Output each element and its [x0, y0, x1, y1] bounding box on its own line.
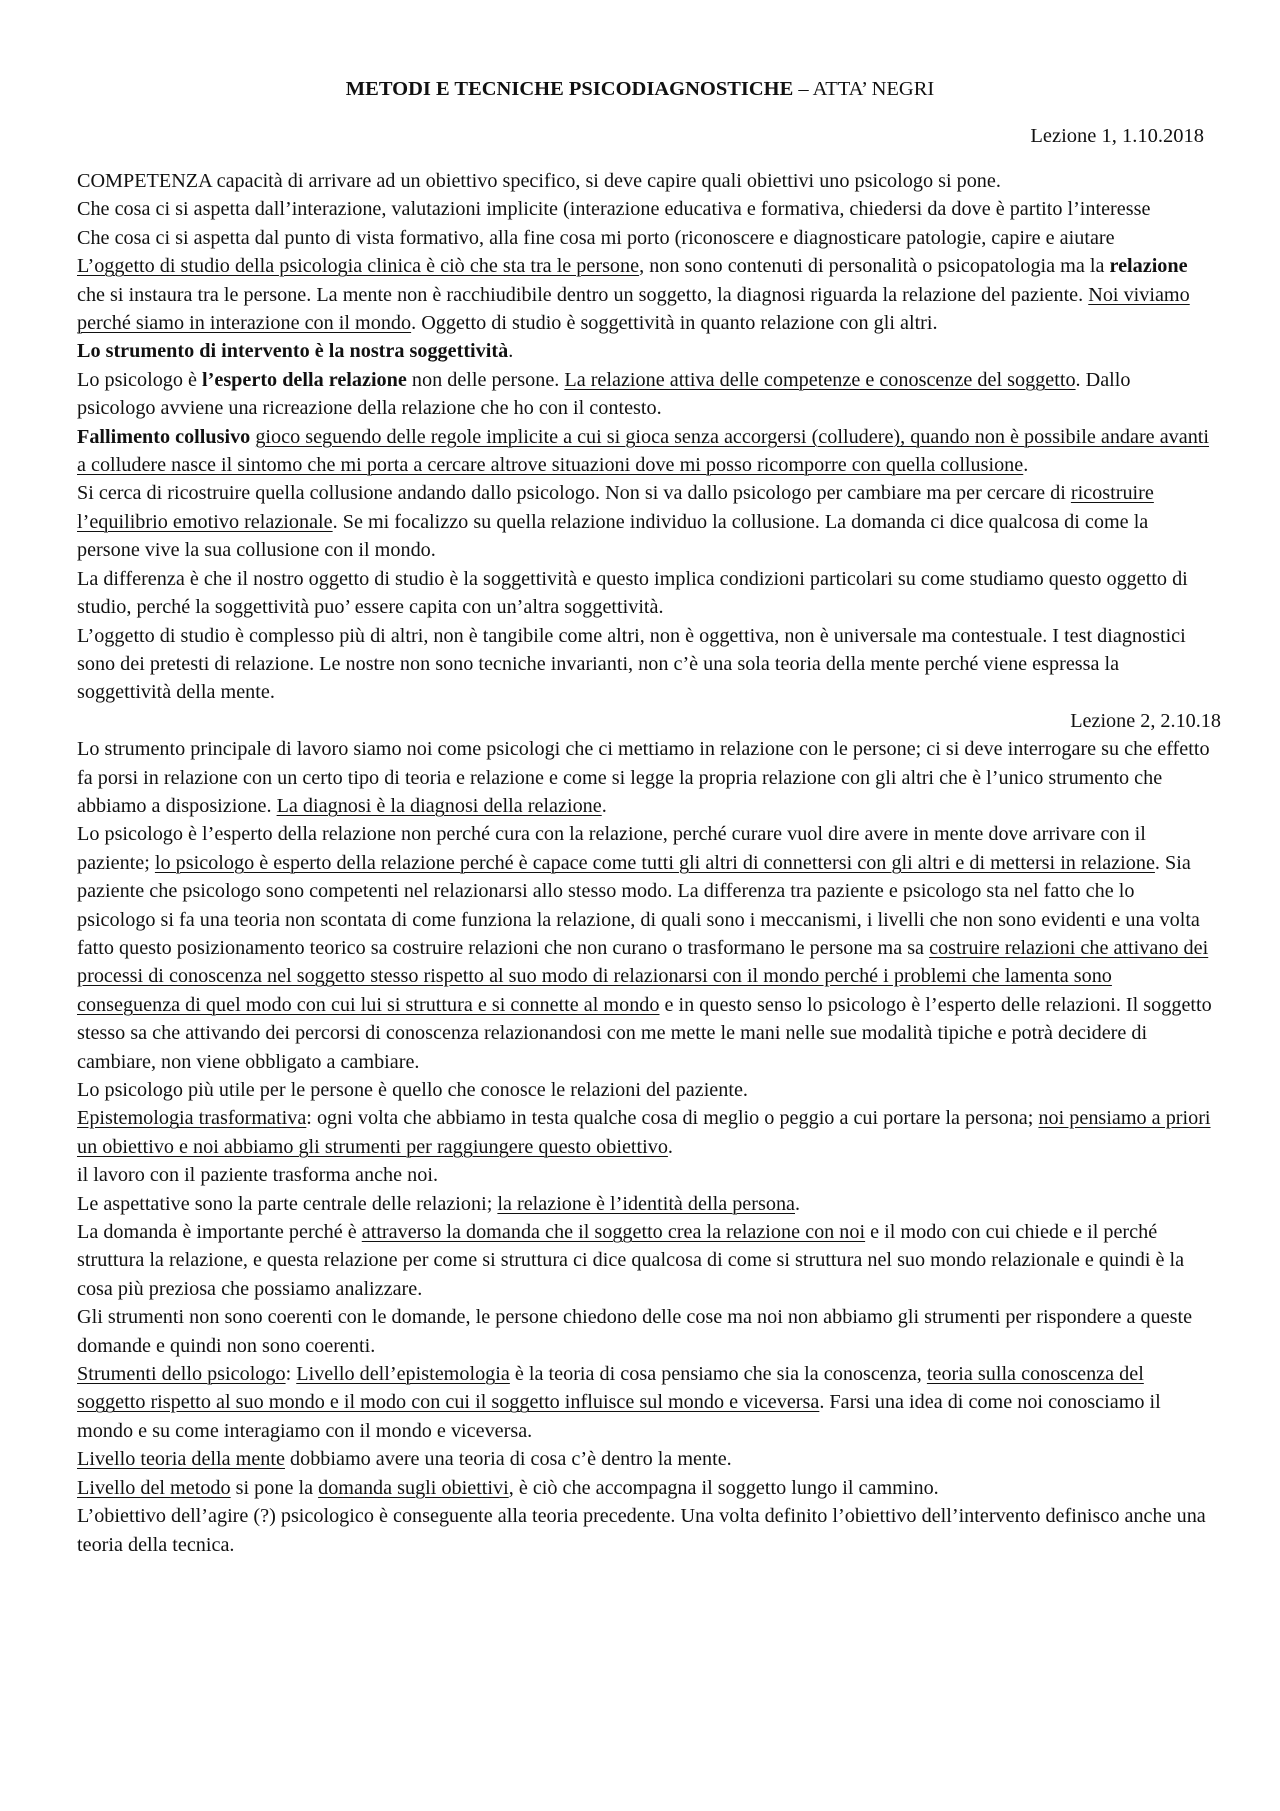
text-run: . Oggetto di studio è soggettività in quanto relazione con gli altri.	[411, 312, 938, 335]
underlined-text: L’oggetto di studio della psicologia clinica è ciò che sta tra le persone	[77, 255, 640, 278]
underlined-text: Livello dell’epistemologia	[296, 1363, 510, 1386]
underlined-text: la relazione è l’identità della persona	[497, 1192, 795, 1215]
lesson1-paragraph: La differenza è che il nostro oggetto di studio è la soggettività e questo implica condizioni particolari su come studiamo questo oggetto di studio, perché la soggettività puo’ essere capita con un’altra soggettività.	[77, 567, 1188, 619]
text-run: è la teoria di cosa pensiamo che sia la conoscenza,	[509, 1363, 927, 1386]
bold-text: Fallimento collusivo	[77, 425, 251, 448]
text-run: , non sono contenuti di personalità o psicopatologia ma la	[639, 255, 1110, 278]
underlined-text: Strumenti dello psicologo	[77, 1363, 286, 1386]
lesson2-paragraph	[77, 1445, 1212, 1473]
text-run: .	[795, 1192, 801, 1215]
underlined-text: Epistemologia trasformativa	[77, 1107, 307, 1130]
underlined-text: lo psicologo è esperto della relazione perché è capace come tutti gli altri di connettersi con gli altri e di mettersi in relazione	[154, 851, 1155, 874]
text-run: che si instaura tra le persone. La mente non è racchiudibile dentro un soggetto, la diagnosi riguarda la relazione del paziente.	[77, 283, 1089, 306]
text-run: .	[601, 794, 607, 817]
text-run: non delle persone.	[406, 368, 565, 391]
text-run: , è ciò che accompagna il soggetto lungo il cammino.	[508, 1476, 939, 1499]
lesson1-paragraph: COMPETENZA capacità di arrivare ad un obiettivo specifico, si deve capire quali obiettivi uno psicologo si pone.	[77, 170, 1001, 192]
text-run: Le aspettative sono la parte centrale delle relazioni;	[77, 1192, 498, 1215]
lesson1-paragraph	[77, 423, 1212, 480]
text-run: e in questo senso lo psicologo è l’esperto delle relazioni. Il soggetto stesso sa che attivando dei percorsi di conoscenza relazionandosi con me mette le mani nelle sue modalità tipiche e potrà decidere di cambiare, non viene obbligato a cambiare.	[77, 993, 1212, 1073]
lesson1-paragraph: Che cosa ci si aspetta dal punto di vista formativo, alla fine cosa mi porto (riconoscere e diagnosticare patologie, capire e aiutare	[77, 226, 1115, 249]
lesson1-date: Lezione 1, 1.10.2018	[1030, 125, 1204, 147]
lesson1-paragraph	[77, 252, 1212, 337]
text-run: .	[1023, 454, 1029, 477]
text-run: Si cerca di ricostruire quella collusione andando dallo psicologo. Non si va dallo psicologo per cambiare ma per cercare di	[77, 482, 1071, 505]
document-body	[77, 167, 1221, 1559]
text-run: . Dallo psicologo avviene una ricreazione della relazione che ho con il contesto.	[77, 368, 1131, 420]
underlined-text: Livello del metodo	[77, 1476, 231, 1499]
underlined-text: La relazione attiva delle competenze e conoscenze del soggetto	[564, 368, 1076, 391]
title-rest: – ATTA’ NEGRI	[793, 78, 935, 100]
text-run: :	[285, 1363, 297, 1386]
underlined-text: domanda sugli obiettivi	[318, 1476, 509, 1499]
text-run: Lo psicologo è l’esperto della relazione non perché cura con la relazione, perché curare vuol dire avere in mente dove arrivare con il paziente;	[77, 823, 1146, 874]
text-run: dobbiamo avere una teoria di cosa c’è dentro la mente.	[284, 1448, 732, 1471]
text-run: Lo strumento principale di lavoro siamo noi come psicologi che ci mettiamo in relazione con le persone; ci si deve interrogare su che effetto fa porsi in relazione con un certo tipo di teoria e relazione e come si legge la propria relazione con gli altri che è l’unico strumento che abbiamo a disposizione.	[77, 738, 1210, 817]
text-run: .	[667, 1135, 673, 1158]
text-run: e il modo con cui chiede e il perché struttura la relazione, e questa relazione per come si struttura ci dice qualcosa di come si struttura nel suo mondo relazionale e quindi è la cosa più preziosa che possiamo analizzare.	[77, 1221, 1185, 1300]
lesson2-paragraph: il lavoro con il paziente trasforma anche noi.	[77, 1164, 438, 1187]
document-title	[0, 75, 1280, 103]
underlined-text: Noi viviamo perché siamo in interazione con il mondo	[77, 283, 1190, 335]
lesson2-paragraph: L’obiettivo dell’agire (?) psicologico è conseguente alla teoria precedente. Una volta definito l’obiettivo dell’intervento definisco anche una teoria della tecnica.	[77, 1505, 1206, 1556]
lesson2-paragraph	[77, 735, 1212, 820]
lesson1-paragraph	[77, 479, 1212, 564]
title-bold: METODI E TECNICHE PSICODIAGNOSTICHE	[345, 78, 794, 100]
text-run: : ogni volta che abbiamo in testa qualche cosa di meglio o peggio a cui portare la persona;	[306, 1107, 1039, 1130]
lesson2-paragraph	[77, 820, 1212, 1076]
lesson2-paragraph: Lo psicologo più utile per le persone è quello che conosce le relazioni del paziente.	[77, 1079, 748, 1101]
underlined-text: La diagnosi è la diagnosi della relazione	[276, 794, 602, 817]
text-run: si pone la	[230, 1476, 319, 1499]
underlined-text: gioco seguendo delle regole implicite a cui si gioca senza accorgersi (colludere), quando non è possibile andare avanti a colludere nasce il sintomo che mi porta a cercare altrove situazioni dove mi posso ricomporre con quella collusione	[77, 425, 1210, 477]
lesson1-paragraph: Che cosa ci si aspetta dall’interazione, valutazioni implicite (interazione educativa e formativa, chiedersi da dove è partito l’interesse	[77, 198, 1151, 221]
underlined-text: attraverso la domanda che il soggetto crea la relazione con noi	[361, 1221, 866, 1244]
lesson1-paragraph	[77, 337, 1212, 365]
bold-text: relazione	[1109, 255, 1188, 278]
underlined-text: ricostruire l’equilibrio emotivo relazionale	[77, 482, 1154, 533]
lesson2-paragraph	[77, 1360, 1212, 1445]
underlined-text: costruire relazioni che attivano dei processi di conoscenza nel soggetto stesso rispetto al suo modo di relazionarsi con il mondo perché i problemi che lamenta sono conseguenza di quel modo con cui lui si struttura e si connette al mondo	[77, 936, 1209, 1016]
lesson2-paragraph	[77, 1190, 1212, 1218]
text-run: La domanda è importante perché è	[77, 1221, 362, 1244]
lesson2-date: Lezione 2, 2.10.18	[1070, 709, 1221, 732]
text-run: . Farsi una idea di come noi conosciamo il mondo e su come interagiamo con il mondo e viceversa.	[77, 1391, 1161, 1442]
bold-text: l’esperto della relazione	[202, 368, 407, 391]
lesson2-paragraph: Gli strumenti non sono coerenti con le domande, le persone chiedono delle cose ma noi non abbiamo gli strumenti per rispondere a queste domande e quindi non sono coerenti.	[77, 1306, 1193, 1357]
bold-text: Lo strumento di intervento è la nostra soggettività	[77, 340, 509, 363]
text-run: .	[508, 340, 514, 363]
lesson2-paragraph	[77, 1218, 1212, 1303]
text-run: . Se mi focalizzo su quella relazione individuo la collusione. La domanda ci dice qualcosa di come la persone vive la sua collusione con il mondo.	[77, 510, 1149, 562]
lesson1-paragraph: L’oggetto di studio è complesso più di altri, non è tangibile come altri, non è oggettiva, non è universale ma contestuale. I test diagnostici sono dei pretesti di relazione. Le nostre non sono tecniche invarianti, non c’è una sola teoria della mente perché viene espressa la soggettività della mente.	[77, 624, 1186, 704]
lesson2-paragraph	[77, 1104, 1212, 1161]
text-run: . Sia paziente che psicologo sono competenti nel relazionarsi allo stesso modo. La differenza tra paziente e psicologo sta nel fatto che lo psicologo si fa una teoria non scontata di come funziona la relazione, di quali sono i meccanismi, i livelli che non sono evidenti e una volta fatto questo posizionamento teorico sa costruire relazioni che non curano o trasformano le persone ma sa	[77, 851, 1200, 959]
lesson1-paragraph	[77, 366, 1212, 423]
underlined-text: teoria sulla conoscenza del soggetto rispetto al suo mondo e il modo con cui il soggetto influisce sul mondo e viceversa	[77, 1363, 1144, 1414]
lesson2-paragraph	[77, 1474, 1212, 1502]
underlined-text: Livello teoria della mente	[77, 1448, 285, 1471]
underlined-text: noi pensiamo a priori un obiettivo e noi abbiamo gli strumenti per raggiungere questo obiettivo	[77, 1107, 1211, 1158]
text-run: Lo psicologo è	[77, 368, 203, 391]
